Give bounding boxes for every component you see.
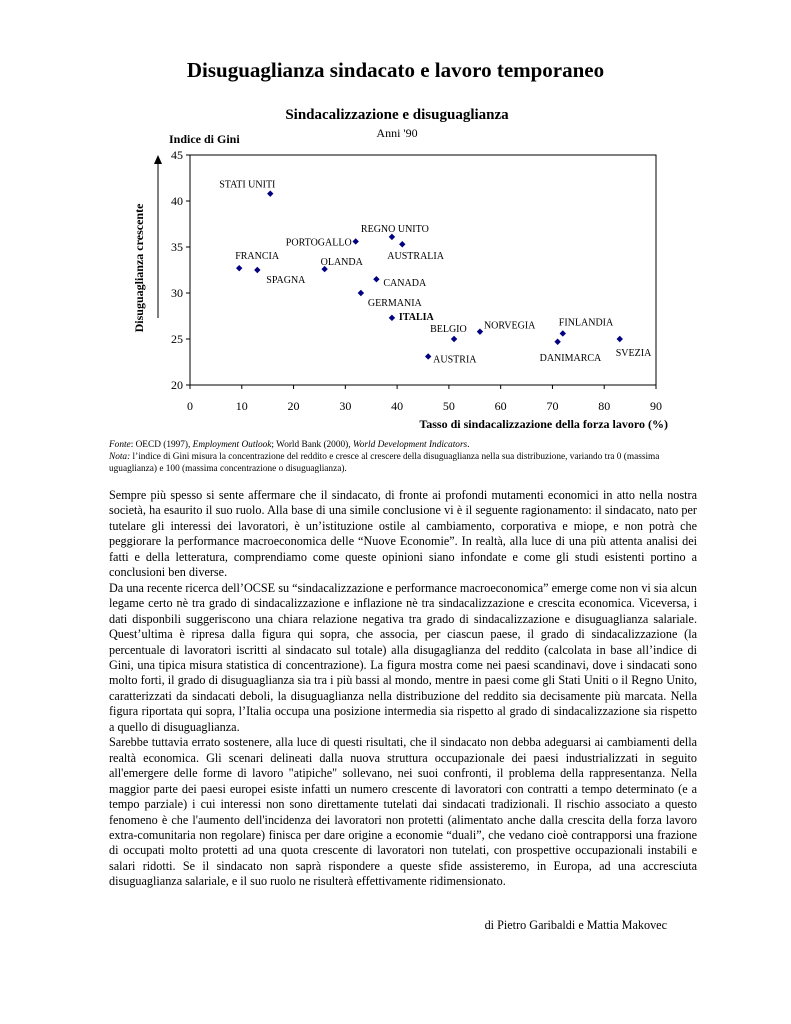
paragraph: Sempre più spesso si sente affermare che il sindacato, di fronte ai profondi mutamenti economici in atto nella nostra società, ha esaurito il suo ruolo. Alla base di una simile conclusione vi è il seguente ragionamento: il sindacato, nato per tutelare gli interessi dei lavoratori, è un’istituzione ostile al cambiamento, corporativa e miope, e non potrà che peggiorare la performance macroeconomica delle “Nuove Economie”. In realtà, alla luce di una più attenta analisi dei fatti e della letteratura, comprendiamo come queste opinioni siano infondate e come gli studi esistenti portino a conclusioni ben diverse. bbox=[109, 488, 697, 580]
y-tick-label: 35 bbox=[171, 240, 183, 254]
source-title-2: World Development Indicators bbox=[352, 440, 468, 450]
data-point-marker bbox=[399, 241, 405, 247]
paragraph: Sarebbe tuttavia errato sostenere, alla luce di questi risultati, che il sindacato non debba adeguarsi ai cambiamenti della realtà economica. Gli scenari delineati dalla nuova struttura occupazionale dei paesi industrializzati in seguito all'emergere delle forme di lavoro "atipiche" sollevano, nei suoi confronti, il problema della rappresentanza. Nella maggior parte dei paesi europei esiste infatti un numero crescente di lavoratori con contratti a tempo determinato (e a tempo parziale) i cui interessi non sono direttamente tutelati dai sindacati tradizionali. Il rischio associato a questo fenomeno è che l'aumento dell'incidenza dei lavoratori non protetti (alimentato anche dalla crescita della forza lavoro extra-comunitaria non regolare) finisca per dare origine a economie “duali”, che vedano cioè contrapporsi una frazione di occupati molto protetti ad una quota crescente di lavoratori non tutelati, con prospettive occupazionali instabili e salari ridotti. Se il sindacato non saprà rispondere a queste sfide assisteremo, in Europa, ad una accresciuta disuguaglianza salariale, e il suo ruolo ne risulterà effettivamente ridimensionato. bbox=[109, 735, 697, 889]
data-point-marker bbox=[477, 328, 483, 334]
x-tick-label: 80 bbox=[598, 399, 611, 413]
chart-title: Sindacalizzazione e disuguaglianza bbox=[285, 107, 509, 123]
data-point-marker bbox=[254, 267, 260, 273]
x-tick-label: 20 bbox=[287, 399, 300, 413]
data-point-label: SPAGNA bbox=[266, 275, 306, 286]
y-axis-label: Indice di Gini bbox=[169, 132, 240, 146]
data-point-marker bbox=[560, 330, 566, 336]
x-axis-ticks bbox=[187, 385, 662, 413]
data-point-marker bbox=[389, 315, 395, 321]
paragraph: Da una recente ricerca dell’OCSE su “sindacalizzazione e performance macroeconomica” emerge come non vi sia alcun legame certo nè tra grado di sindacalizzazione e inflazione nè tra sindacalizzazione e crescita economica. Viceversa, i dati disponbili suggeriscono una chiara relazione negativa tra grado di sindacalizzazione e disuguaglianza salariale. Quest’ultima è ripresa dalla figura qui sopra, che associa, per ciascun paese, il grado di sindacalizzazione (la percentuale di lavoratori iscritti al sindacato sul totale) alla disugaglianza del reddito (calcolata in base all’indice di Gini, una tipica misura statistica di concentrazione). La figura mostra come nei paesi scandinavi, dove i sindacati sono molto forti, il grado di disuguaglianza sia tra i più bassi al mondo, mentre in paesi come gli Stati Uniti o il Regno Unito, caratterizzati da sindacati deboli, la disuguaglianza nella distribuzione del reddito sia decisamente più marcata. Nella figura riportata qui sopra, l’Italia occupa una posizione intermedia sia rispetto al grado di sindacalizzazione sia rispetto a quello di disuguaglianza. bbox=[109, 580, 697, 734]
source-text-1: : OECD (1997), bbox=[130, 440, 193, 450]
data-point-label: CANADA bbox=[383, 278, 427, 290]
data-point-label: FRANCIA bbox=[235, 251, 280, 263]
data-point-label: BELGIO bbox=[430, 324, 467, 335]
footnote bbox=[109, 452, 699, 475]
note-text: l’indice di Gini misura la concentrazione del reddito e cresce al crescere della disuguaglianza nella sua distribuzione, variando tra 0 (massima uguaglianza) e 100 (massima concentrazione o disuguaglianza). bbox=[109, 452, 660, 474]
page-title: Disuguaglianza sindacato e lavoro temporaneo bbox=[186, 58, 605, 82]
inequality-arrow-head bbox=[154, 155, 162, 164]
data-point-label: SVEZIA bbox=[615, 348, 652, 359]
data-point-marker bbox=[267, 190, 273, 196]
data-point-label: PORTOGALLO bbox=[285, 237, 352, 249]
data-points bbox=[219, 180, 652, 366]
x-tick-label: 0 bbox=[187, 399, 193, 413]
data-point-marker bbox=[554, 339, 560, 345]
data-point-marker bbox=[451, 336, 457, 342]
x-tick-label: 90 bbox=[650, 399, 662, 413]
data-point-label: REGNO UNITO bbox=[360, 223, 429, 235]
data-point-label: GERMANIA bbox=[367, 298, 422, 309]
x-tick-label: 50 bbox=[442, 399, 455, 413]
y-tick-label: 25 bbox=[171, 332, 183, 346]
source-note bbox=[109, 440, 699, 452]
x-tick-label: 60 bbox=[494, 399, 507, 413]
y-side-label: Disuguaglianza crescente bbox=[132, 203, 146, 333]
data-point-label: OLANDA bbox=[320, 257, 363, 269]
source-text-3: . bbox=[467, 440, 470, 450]
data-point-label: FINLANDIA bbox=[558, 317, 614, 329]
source-label: Fonte bbox=[109, 440, 131, 450]
y-tick-label: 30 bbox=[171, 286, 183, 300]
data-point-label: DANIMARCA bbox=[539, 352, 602, 364]
x-tick-label: 30 bbox=[339, 399, 352, 413]
data-point-marker bbox=[352, 238, 358, 244]
scatter-chart bbox=[0, 0, 791, 440]
author-byline: di Pietro Garibaldi e Mattia Makovec bbox=[484, 918, 667, 932]
y-axis-ticks bbox=[171, 148, 190, 392]
y-tick-label: 45 bbox=[171, 148, 183, 162]
data-point-label: STATI UNITI bbox=[219, 179, 276, 191]
y-tick-label: 40 bbox=[171, 194, 183, 208]
source-title-1: Employment Outlook bbox=[192, 440, 272, 450]
x-tick-label: 40 bbox=[391, 399, 404, 413]
x-tick-label: 70 bbox=[546, 399, 559, 413]
data-point-marker bbox=[617, 336, 623, 342]
chart-subtitle: Anni '90 bbox=[376, 126, 418, 140]
data-point-marker bbox=[358, 290, 364, 296]
x-axis-label: Tasso di sindacalizzazione della forza lavoro (%) bbox=[419, 417, 668, 431]
data-point-label: AUSTRALIA bbox=[387, 251, 444, 263]
data-point-marker bbox=[236, 265, 242, 271]
data-point-marker bbox=[373, 276, 379, 282]
y-tick-label: 20 bbox=[171, 378, 183, 392]
data-point-label: NORVEGIA bbox=[483, 320, 536, 332]
x-tick-label: 10 bbox=[235, 399, 248, 413]
article-body bbox=[109, 488, 697, 890]
source-text-2: ; World Bank (2000), bbox=[271, 440, 353, 450]
data-point-label: ITALIA bbox=[398, 311, 434, 323]
data-point-marker bbox=[425, 353, 431, 359]
note-label: Nota: bbox=[109, 452, 131, 462]
data-point-label: AUSTRIA bbox=[433, 354, 477, 366]
